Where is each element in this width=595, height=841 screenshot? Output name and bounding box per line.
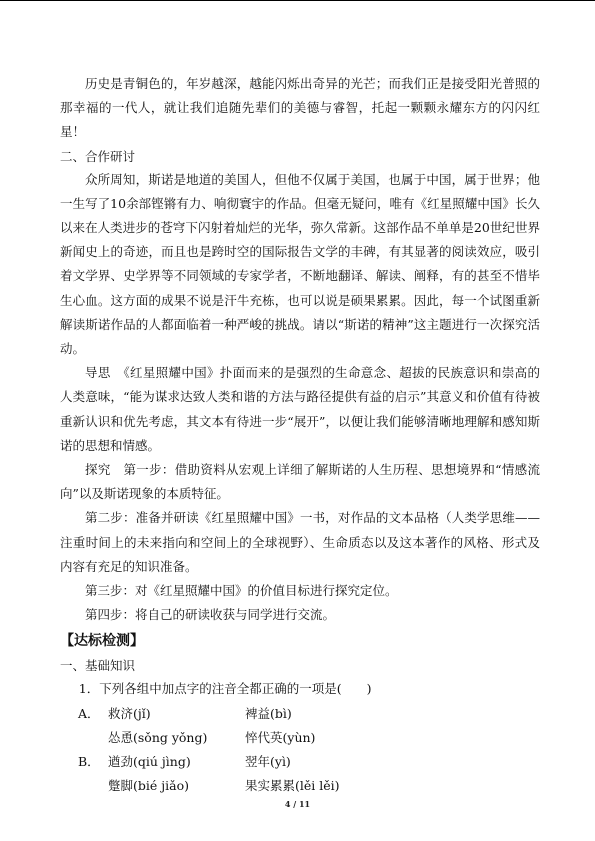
option-item: 翌年(yì) [245,753,291,769]
option-item: 裨益(bì) [245,705,292,721]
paragraph-step-four: 第四步：将自己的研读收获与同学进行交流。 [85,607,336,623]
option-item: 蹩脚(bié jiǎo) [108,777,189,793]
document-body [60,72,540,798]
paragraph-step-three: 第三步：对《红星照耀中国》的价值目标进行探究定位。 [85,583,398,599]
option-item: 悴代英(yùn) [245,729,316,745]
page-number: 4 / 11 [284,799,311,809]
option-item: 遒劲(qiú jìng) [108,753,191,769]
question-1-stem: 1．下列各组中加点字的注音全都正确的一项是( ) [78,681,372,697]
subheading-basic-knowledge: 一、基础知识 [60,658,136,674]
option-item: 救济(jǐ) [108,705,151,721]
option-row [60,774,540,798]
question-1-option-a [60,702,540,750]
option-row [60,702,540,726]
option-item: 果实累累(lěi lěi) [245,777,340,793]
question-1-option-b [60,750,540,798]
paragraph-snow-background: 众所周知，斯诺是地道的美国人，但他不仅属于美国，也属于中国，属于世界；他一生写了10余部铿锵有力、响彻寰宇的作品。但毫无疑问，唯有《红星照耀中国》长久以来在人类进步的苍穹下闪射着灿烂的光华，弥久常新。这部作品不单单是20世纪世界新闻史上的奇迹，而且也是跨时空的国际报告文学的丰碑，有其显著的阅读效应，吸引着文学界、史学界等不同领域的专家学者，不断地翻译、解读、阐释，有的甚至不惜毕生心血。这方面的成果不说是汗牛充栋，也可以说是硕果累累。因此，每一个试图重新解读斯诺作品的人都面临着一种严峻的挑战。请以“斯诺的精神”这主题进行一次探究活动。 [60,171,540,357]
option-letter: B． [78,753,100,769]
heading-cooperative-discussion: 二、合作研讨 [60,148,136,164]
paragraph-guidance: 导思 《红星照耀中国》扑面而来的是强烈的生命意念、超拔的民族意识和崇高的人类意味，“能为谋求达致人类和谐的方法与路径提供有益的启示”其意义和价值有待被重新认识和优先考虑，其文本有待进一步“展开”，以便让我们能够清晰地理解和感知斯诺的思想和情感。 [60,365,540,453]
option-item: 怂恿(sǒng yǒng) [108,729,208,745]
section-title-assessment: 【达标检测】 [60,633,144,650]
paragraph-step-one: 探究 第一步：借助资料从宏观上详细了解斯诺的人生历程、思想境界和“情感流向”以及斯诺现象的本质特征。 [60,462,540,502]
paragraph-step-two: 第二步：准备并研读《红星照耀中国》一书，对作品的文本品格（人类学思维——注重时间上的未来指向和空间上的全球视野）、生命质态以及这本著作的风格、形式及内容有充足的知识准备。 [60,510,540,574]
paragraph-intro: 历史是青铜色的，年岁越深，越能闪烁出奇异的光芒；而我们正是接受阳光普照的那幸福的一代人，就让我们追随先辈们的美德与睿智，托起一颗颗永耀东方的闪闪红星！ [60,76,540,140]
page-top-rule [0,0,595,1]
option-row [60,726,540,750]
option-row [60,750,540,774]
option-letter: A． [78,705,100,721]
